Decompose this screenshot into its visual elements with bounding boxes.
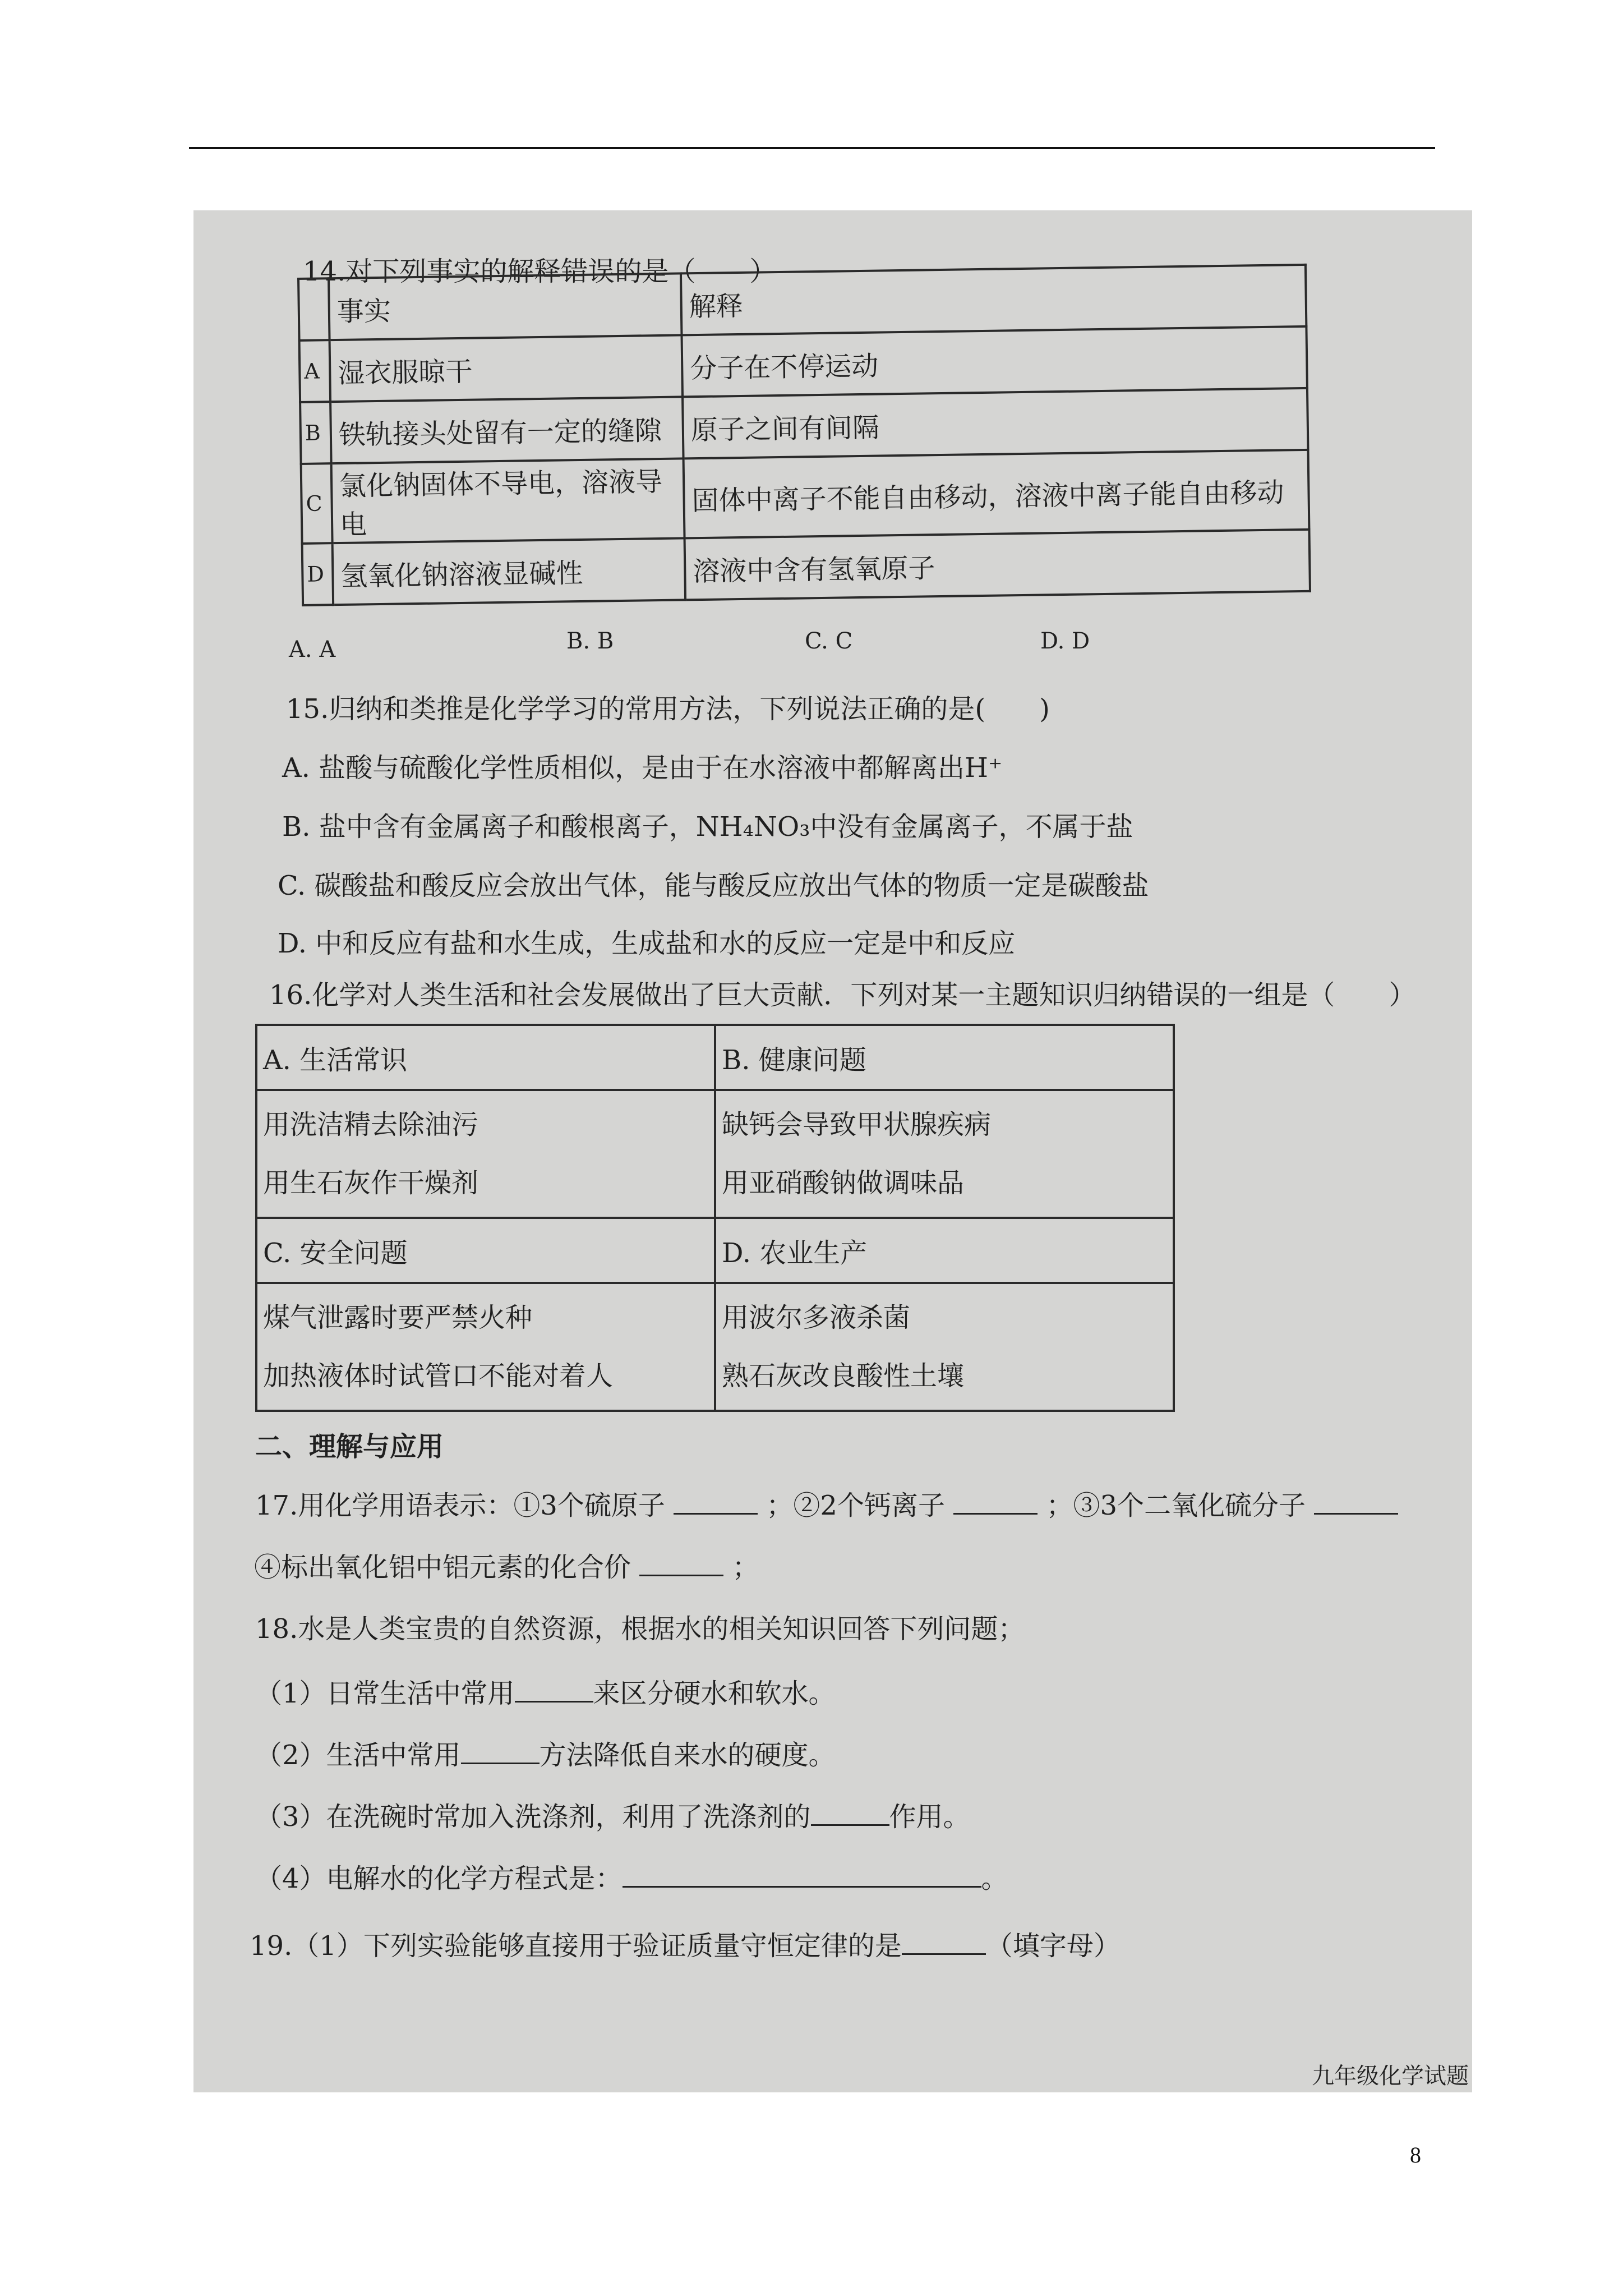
header-rule <box>189 147 1435 149</box>
q19-text: （填字母） <box>985 1930 1121 1962</box>
row-label: B <box>300 402 331 464</box>
q14-stem: 14.对下列事实的解释错误的是（ ） <box>303 256 777 287</box>
cell-item: 缺钙会导致甲状腺疾病 <box>722 1109 992 1140</box>
q15-option-c: C. 碳酸盐和酸反应会放出气体，能与酸反应放出气体的物质一定是碳酸盐 <box>278 870 1149 901</box>
cell-title-a: A. 生活常识 <box>256 1025 715 1090</box>
table-cell <box>715 1283 1174 1411</box>
q19-line <box>250 1924 1121 1963</box>
q15-option-a: A. 盐酸与硫酸化学性质相似，是由于在水溶液中都解离出H⁺ <box>282 752 1003 784</box>
explanation-cell: 分子在不停运动 <box>681 326 1307 397</box>
q17-part-5: ； <box>732 1552 759 1583</box>
explanation-cell: 固体中离子不能自由移动，溶液中离子能自由移动 <box>684 450 1310 539</box>
q17-part-2: ；②2个钙离子 <box>766 1490 945 1521</box>
answer-blank <box>623 1864 981 1888</box>
explanation-cell: 溶液中含有氢氧原子 <box>685 530 1310 600</box>
cell-item: 煤气泄露时要严禁火种 <box>263 1302 533 1333</box>
page-number: 8 <box>1410 2142 1421 2168</box>
answer-blank <box>461 1740 540 1764</box>
q14-table <box>297 264 1311 606</box>
q14-option-d: D. D <box>1040 628 1090 654</box>
q18-stem: 18.水是人类宝贵的自然资源，根据水的相关知识回答下列问题； <box>255 1613 1025 1645</box>
table-cell <box>256 1090 715 1218</box>
answer-blank <box>811 1802 889 1826</box>
scanned-exam-photo <box>193 210 1472 2092</box>
cell-item: 用亚硝酸钠做调味品 <box>722 1167 965 1199</box>
explanation-cell: 原子之间有间隔 <box>683 388 1308 459</box>
row-label: D <box>302 543 334 605</box>
q16-table <box>255 1024 1175 1412</box>
answer-blank <box>953 1490 1038 1515</box>
cell-item: 用波尔多液杀菌 <box>722 1302 911 1333</box>
table-header-fact: 事实 <box>329 273 681 340</box>
q18-sub-2 <box>255 1733 836 1772</box>
exam-footer: 九年级化学试题 <box>1312 2063 1469 2089</box>
q18-sub-4 <box>255 1857 1008 1895</box>
q18-text: （3）在洗碗时常加入洗涤剂，利用了洗涤剂的 <box>255 1801 811 1833</box>
section-title: 二、理解与应用 <box>255 1431 444 1462</box>
answer-blank <box>674 1490 758 1515</box>
fact-cell: 铁轨接头处留有一定的缝隙 <box>330 397 683 463</box>
cell-item: 加热液体时试管口不能对着人 <box>263 1360 614 1392</box>
q17-part-3: ；③3个二氧化硫分子 <box>1046 1490 1306 1521</box>
table-row <box>301 450 1310 544</box>
q15-stem: 15.归纳和类推是化学学习的常用方法，下列说法正确的是( ) <box>286 693 1050 725</box>
q19-text: 19.（1）下列实验能够直接用于验证质量守恒定律的是 <box>250 1930 902 1962</box>
q18-text: （4）电解水的化学方程式是： <box>255 1863 623 1894</box>
row-label: C <box>301 463 333 544</box>
q15-option-d: D. 中和反应有盐和水生成，生成盐和水的反应一定是中和反应 <box>278 928 1016 959</box>
table-row <box>256 1218 1174 1283</box>
q17-line-1 <box>255 1484 1398 1522</box>
answer-blank <box>1314 1490 1398 1515</box>
q17-part-4: ④标出氧化铝中铝元素的化合价 <box>254 1552 631 1583</box>
cell-item: 熟石灰改良酸性土壤 <box>722 1360 965 1392</box>
q18-text: 。 <box>981 1863 1008 1894</box>
q18-text: 方法降低自来水的硬度。 <box>539 1740 836 1771</box>
answer-blank <box>515 1678 593 1703</box>
q18-text: （2）生活中常用 <box>255 1740 461 1771</box>
fact-cell: 氯化钠固体不导电，溶液导电 <box>331 458 685 543</box>
cell-title-b: B. 健康问题 <box>715 1025 1174 1090</box>
q18-text: （1）日常生活中常用 <box>255 1678 515 1709</box>
q18-sub-1 <box>255 1672 836 1710</box>
table-cell <box>298 278 330 341</box>
q14-option-a: A. A <box>289 637 336 662</box>
q17-line-2 <box>254 1545 759 1584</box>
q18-sub-3 <box>255 1795 970 1834</box>
q14-option-b: B. B <box>566 628 614 654</box>
answer-blank <box>902 1931 986 1955</box>
cell-item: 用洗洁精去除油污 <box>263 1109 479 1140</box>
q14-option-c: C. C <box>805 628 853 654</box>
cell-item: 用生石灰作干燥剂 <box>263 1167 479 1199</box>
q16-stem: 16.化学对人类生活和社会发展做出了巨大贡献．下列对某一主题知识归纳错误的一组是（ ） <box>269 979 1416 1011</box>
table-row <box>256 1025 1174 1090</box>
row-label: A <box>299 340 331 402</box>
table-cell <box>715 1090 1174 1218</box>
table-row <box>256 1090 1174 1218</box>
fact-cell: 湿衣服晾干 <box>330 335 683 402</box>
q15-option-b: B. 盐中含有金属离子和酸根离子，NH₄NO₃中没有金属离子，不属于盐 <box>282 811 1133 843</box>
cell-title-d: D. 农业生产 <box>715 1218 1174 1283</box>
table-cell <box>256 1283 715 1411</box>
q17-part-1: 17.用化学用语表示：①3个硫原子 <box>255 1490 665 1521</box>
q18-text: 来区分硬水和软水。 <box>593 1678 836 1709</box>
q18-text: 作用。 <box>889 1801 970 1833</box>
fact-cell: 氢氧化钠溶液显碱性 <box>333 538 685 605</box>
exam-content <box>193 210 1472 2092</box>
table-header-explanation: 解释 <box>681 265 1306 335</box>
answer-blank <box>639 1552 723 1576</box>
cell-title-c: C. 安全问题 <box>256 1218 715 1283</box>
table-row <box>256 1283 1174 1411</box>
